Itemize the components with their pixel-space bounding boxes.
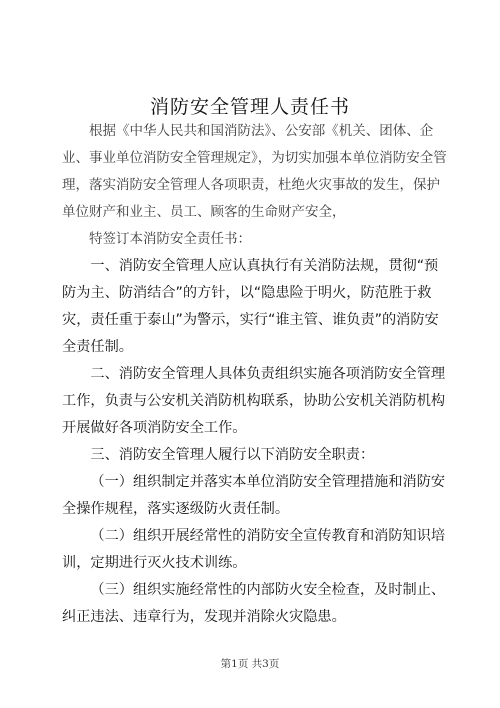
page-number-footer: 第1页 共3页 (220, 658, 280, 670)
clause-1: 一、消防安全管理人应认真执行有关消防法规，贯彻“预防为主、防消结合”的方针，以“隐患险于明火，防范胜于救灾，责任重于泰山”为警示，实行“谁主管、谁负责”的消防安全责任制。 (62, 258, 439, 355)
signing-statement: 特签订本消防安全责任书： (89, 231, 251, 247)
sub-clause-1: （一）组织制定并落实本单位消防安全管理措施和消防安全操作规程，落实逐级防火责任制。 (62, 474, 446, 517)
intro-paragraph: 根据《中华人民共和国消防法》、公安部《机关、团体、企业、事业单位消防安全管理规定》，为切实加强本单位消防安全管理，落实消防安全管理人各项职责，杜绝火灾事故的发生，保护单位财产和业主、员工、顾客的生命财产安全， (62, 123, 447, 220)
document-title: 消防安全管理人责任书 (149, 96, 350, 118)
sub-clause-2: （二）组织开展经常性的消防安全宣传教育和消防知识培训，定期进行灭火技术训练。 (62, 528, 446, 571)
clause-3: 三、消防安全管理人履行以下消防安全职责： (90, 447, 375, 463)
clause-2: 二、消防安全管理人具体负责组织实施各项消防安全管理工作，负责与公安机关消防机构联系，协助公安机关消防机构开展做好各项消防安全工作。 (62, 366, 446, 436)
sub-clause-3: （三）组织实施经常性的内部防火安全检查，及时制止、纠正违法、违章行为，发现并消除火灾隐患。 (62, 582, 446, 625)
